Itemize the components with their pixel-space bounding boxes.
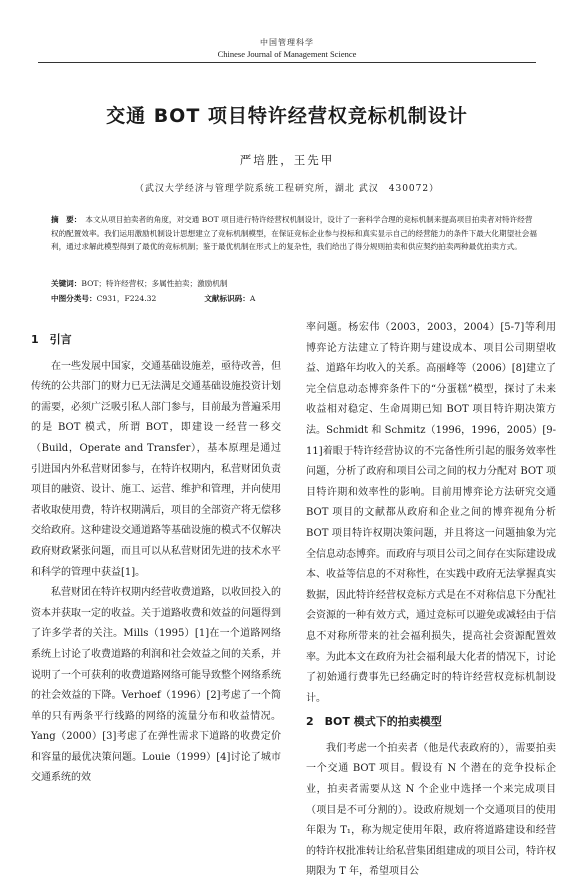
paragraph: 私营财团在特许权期内经营收费道路，以收回投入的资本并获取一定的收益。关于道路收费和效益的问题得到了许多学者的关注。Mills（1995）[1]在一个道路网络系统上讨论了收费道路的利润和社会效益之间的关系，并说明了一个可获利的收费道路网络可能导致整个网络系统的社会效益的下降。Verhoef（1996）[2]考虑了一个简单的只有两条平行线路的网络的流量分布和收益情况。Yang（2000）[3]考虑了在弹性需求下道路的收费定价和容量的最优决策问题。Louie（1999）[4]讨论了城市交通系统的效 bbox=[31, 587, 281, 784]
keywords-text: BOT；特许经营权；多属性拍卖；激励机制 bbox=[81, 279, 228, 288]
paper-authors: 严培胜，王先甲 bbox=[239, 153, 335, 167]
doc-code-value: A bbox=[249, 294, 256, 303]
journal-name-cn: 中国管理科学 bbox=[260, 38, 314, 47]
paper-title: 交通 BOT 项目特许经营权竞标机制设计 bbox=[106, 105, 468, 127]
abstract bbox=[51, 213, 537, 254]
doc-code-label: 文献标识码： bbox=[204, 294, 250, 303]
class-value: C931，F224.32 bbox=[96, 294, 157, 303]
right-column bbox=[306, 318, 556, 883]
section-1-heading: 1 引言 bbox=[31, 333, 72, 346]
classification bbox=[51, 293, 537, 304]
abstract-label: 摘 要： bbox=[51, 215, 82, 224]
journal-name-en: Chinese Journal of Management Science bbox=[217, 49, 357, 59]
keywords-label: 关键词： bbox=[51, 279, 82, 288]
section-2-heading: 2 BOT 模式下的拍卖模型 bbox=[306, 715, 442, 729]
abstract-text: 本文从项目拍卖者的角度，对交通 BOT 项目进行特许经营权机制设计，设计了一套科学合理的竞标机制来提高项目拍卖者对特许经营权的配置效率。我们运用激励机制设计思想建立了竞标机制模型，在保证竞标企业参与投标和真实显示自己的经营能力的条件下最大化期望社会福利，通过求解此模型得到了最优的竞标机制；鉴于最优机制在形式上的复杂性，我们给出了得分规则拍卖和供应契约拍卖两种最优拍卖方式。 bbox=[51, 215, 537, 251]
left-column bbox=[31, 327, 281, 789]
header-rule bbox=[38, 62, 536, 63]
class-label: 中图分类号： bbox=[51, 294, 97, 303]
keywords bbox=[51, 278, 537, 289]
paragraph: 率问题。杨宏伟（2003，2003，2004）[5-7]等利用博弈论方法建立了特许期与建设成本、项目公司期望收益、道路年均收入的关系。高丽峰等（2006）[8]建立了完全信息动态博弈条件下的“分蛋糕”模型，探讨了未来收益相对稳定、生命周期已知 BOT 项目特许期决策方法。Schmidt 和 Schmitz（1996，1996，2005）[9-11]着眼于特许经营协议的不完备性所引起的服务效率性问题，分析了政府和项目公司之间的权力分配对 BOT 项目特许期和效率性的影响。目前用博弈论方法研究交通 BOT 项目的文献都从政府和企业之间的博弈视角分析 BOT 项目特许权期决策问题，并且将这一问题抽象为完全信息动态博弈。而政府与项目公司之间存在实际建设成本、收益等信息的不对称性，在实践中政府无法掌握真实数据，因此特许经营权竞标方式是在不对称信息下分配社会资源的一种有效方式，通过竞标可以避免或减轻由于信息不对称所带来的社会福利损失，提高社会资源配置效率。为此本文在政府为社会福利最大化者的情况下，讨论了初始通行费事先已经确定时的特许经营权竞标机制设计。 bbox=[306, 322, 556, 704]
paragraph: 在一些发展中国家，交通基础设施差，亟待改善，但传统的公共部门的财力已无法满足交通基础设施投资计划的需要，必须广泛吸引私人部门参与，目前最为普遍采用的是 BOT 模式，所谓 BOT，即建设一经营一移交（Build，Operate and Transfer），基本原理是通过引进国内外私营财团参与，在特许权期内，私营财团负责项目的融资、设计、施工、运营、维护和管理，并向使用者收取使用费，特许权期满后，项目的全部资产将无偿移交给政府。这种建设交通道路等基础设施的模式不仅解决政府财政紧张问题，而且可以从私营财团先进的技术水平和科学的管理中获益[1]。 bbox=[31, 360, 281, 578]
paragraph: 我们考虑一个拍卖者（他是代表政府的），需要拍卖一个交通 BOT 项目。假设有 N 个潜在的竞争投标企业，拍卖者需要从这 N 个企业中选择一个来完成项目（项目是不可分割的）。设政府规划一个交通项目的使用年限为 T₁，称为规定使用年限，政府将道路建设和经营的特许权批准转让给私营集团组建成的项目公司，特许权期限为 T 年，希望项目公 bbox=[306, 742, 556, 878]
author-affiliation: （武汉大学经济与管理学院系统工程研究所，湖北 武汉 430072） bbox=[134, 184, 440, 194]
